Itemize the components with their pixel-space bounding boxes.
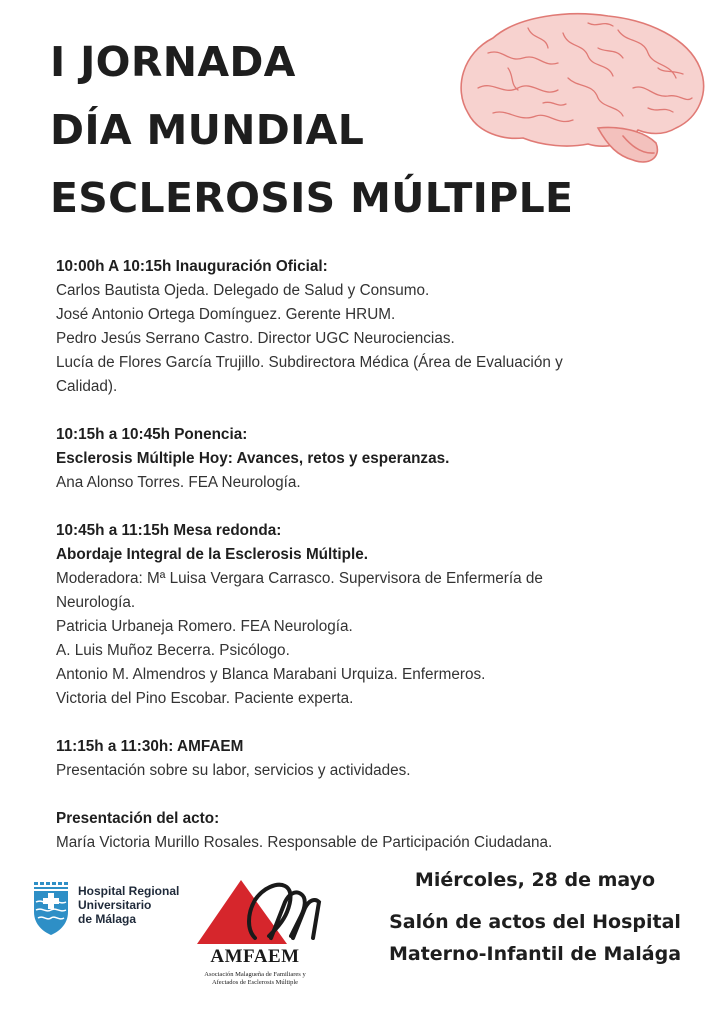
program-section-inauguration [56, 255, 696, 399]
speaker-line: Neurología. [56, 594, 136, 611]
speaker-line: Moderadora: Mª Luisa Vergara Carrasco. Supervisora de Enfermería de [56, 570, 543, 587]
event-info [350, 862, 720, 970]
speaker-line: Victoria del Pino Escobar. Paciente experta. [56, 690, 354, 707]
amfaem-subtitle [196, 971, 314, 987]
hospital-name-line: Hospital Regional [78, 884, 180, 898]
speaker-line: Patricia Urbaneja Romero. FEA Neurología. [56, 618, 353, 635]
speaker-line: Calidad). [56, 378, 118, 395]
hospital-name [78, 884, 179, 926]
section-subtitle: Abordaje Integral de la Esclerosis Múltiple. [56, 546, 368, 563]
speaker-line: José Antonio Ortega Domínguez. Gerente HRUM. [56, 306, 396, 323]
program-section-ponencia [56, 423, 696, 495]
section-subtitle: Esclerosis Múltiple Hoy: Avances, retos y esperanzas. [56, 450, 450, 467]
title-line: DÍA MUNDIAL [50, 106, 365, 154]
section-time: 10:00h A 10:15h Inauguración Oficial: [56, 258, 328, 275]
amfaem-subtitle-line: Afectados de Esclerosis Múltiple [211, 979, 299, 986]
section-time: 11:15h a 11:30h: AMFAEM [56, 738, 244, 755]
speaker-line: Ana Alonso Torres. FEA Neurología. [56, 474, 301, 491]
speaker-line: María Victoria Murillo Rosales. Responsable de Participación Ciudadana. [56, 834, 553, 851]
program-section-presentacion [56, 807, 696, 855]
speaker-line: Pedro Jesús Serrano Castro. Director UGC Neurociencias. [56, 330, 455, 347]
event-date: Miércoles, 28 de mayo [414, 869, 656, 891]
hospital-name-line: de Málaga [78, 912, 137, 926]
title-line: ESCLEROSIS MÚLTIPLE [50, 174, 574, 222]
speaker-line: A. Luis Muñoz Becerra. Psicólogo. [56, 642, 290, 659]
speaker-line: Carlos Bautista Ojeda. Delegado de Salud y Consumo. [56, 282, 430, 299]
speaker-line: Antonio M. Almendros y Blanca Marabani Urquiza. Enfermeros. [56, 666, 486, 683]
event-location-line: Salón de actos del Hospital [389, 911, 681, 933]
program-section-amfaem [56, 735, 696, 783]
section-time: 10:45h a 11:15h Mesa redonda: [56, 522, 282, 539]
hospital-name-line: Universitario [78, 898, 152, 912]
event-location [350, 906, 720, 970]
brain-illustration-icon [448, 8, 710, 168]
speaker-line: Presentación sobre su labor, servicios y actividades. [56, 762, 411, 779]
speaker-line: Lucía de Flores García Trujillo. Subdirectora Médica (Área de Evaluación y [56, 354, 563, 371]
amfaem-name: AMFAEM [210, 946, 300, 967]
title-line: I JORNADA [50, 38, 296, 86]
section-time: Presentación del acto: [56, 810, 220, 827]
amfaem-subtitle-line: Asociación Malagueña de Familiares y [204, 971, 306, 978]
section-time: 10:15h a 10:45h Ponencia: [56, 426, 248, 443]
program-section-mesa-redonda [56, 519, 696, 711]
event-location-line: Materno-Infantil de Malága [388, 943, 682, 965]
program-schedule [56, 255, 696, 879]
